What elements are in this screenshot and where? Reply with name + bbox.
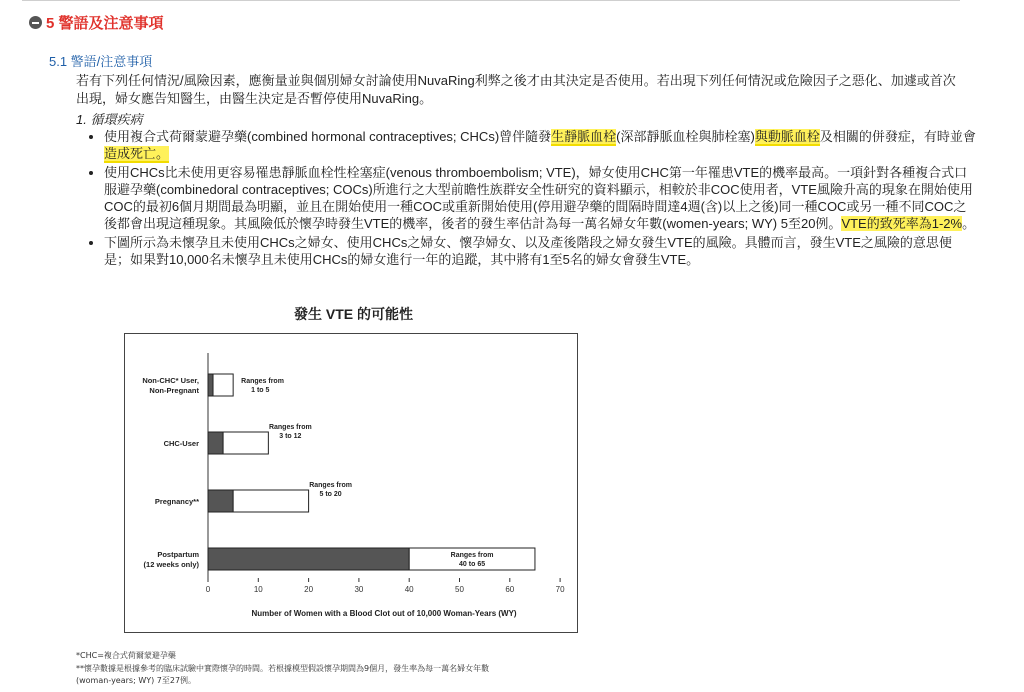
collapse-icon[interactable] [29,16,42,29]
highlight: 與動脈血栓 [754,129,820,144]
chart-title: 發生 VTE 的可能性 [294,306,414,322]
highlight: 生靜脈血栓 [551,129,617,144]
category-label: Pregnancy** [154,497,199,506]
x-tick-label: 10 [253,585,263,594]
text-run: 及相關的併發症，有時並會 [819,129,976,144]
bullet-list [88,128,976,270]
range-label: Ranges from [268,424,312,431]
top-divider [22,0,960,1]
section-header[interactable] [29,12,164,33]
x-tick-label: 60 [505,585,515,594]
x-tick-label: 50 [455,585,464,594]
range-label: 5 to 20 [319,491,342,498]
text-run: 使用複合式荷爾蒙避孕藥(combined hormonal contraceptives; CHCs)曾伴隨發 [104,129,552,144]
bar-range [213,374,233,396]
x-tick-label: 70 [555,585,565,594]
range-label: Ranges from [450,552,494,559]
list-item [104,164,976,232]
vte-chart [124,333,579,635]
x-tick-label: 0 [205,585,211,594]
category-label: (12 weeks only) [143,560,199,569]
range-label: Ranges from [241,378,284,385]
x-tick-label: 30 [354,585,364,594]
text-run: (深部靜脈血栓與肺栓塞) [616,129,755,144]
footnote-2: **懷孕數據是根據參考的臨床試驗中實際懷孕的時間。若根據模型假設懷孕期間為9個月，發生率為每一萬名婦女年數 [76,664,490,673]
list-item: • 下圖所示為未懷孕且未使用CHCs之婦女、使用CHCs之婦女、懷孕婦女、以及產後階段之婦女發生VTE的風險。具體而言，發生VTE之風險的意思便是；如果對10,000名未懷孕且未使用CHCs的婦女進行一年的追蹤，其中將有1至5名的婦女會發生VTE。 [104,234,976,268]
list-item [104,128,976,162]
intro-paragraph: 若有下列任何情況/風險因素，應衡量並與個別婦女討論使用NuvaRing利弊之後才由其決定是否使用。若出現下列任何情況或危險因子之惡化、加遽或首次出現，婦女應告知醫生，由醫生決定是否暫停使用NuvaRing。 [76,73,956,106]
footnote-3: (woman-years; WY) 7至27例。 [76,676,197,685]
range-label: 40 to 65 [459,561,486,568]
bar-baseline [208,548,409,570]
disease-heading: 1. 循環疾病 [76,112,143,127]
footnote-1: *CHC=複合式荷爾蒙避孕藥 [76,651,176,660]
x-tick-label: 40 [404,585,414,594]
range-label: Ranges from [309,482,352,489]
subsection-title: 5.1 警語/注意事項 [49,54,153,69]
range-label: 3 to 12 [279,433,302,440]
category-label: Non-Pregnant [149,386,199,395]
category-label: Postpartum [157,550,199,559]
bar-baseline [208,432,223,454]
x-tick-label: 20 [304,585,314,594]
range-label: 1 to 5 [251,387,270,394]
category-label: Non-CHC* User, [142,376,199,385]
category-label: CHC-User [163,439,199,448]
bar-range [233,490,308,512]
text-run: 。 [962,216,976,231]
highlight: 造成死亡。 [104,146,170,161]
text-run: 使用CHCs比未使用更容易罹患靜脈血栓性栓塞症(venous thromboembolism; VTE)，婦女使用CHC第一年罹患VTE的機率最高。一項針對各種複合式口服避孕藥(combinedoral contraceptives; COCs)所進行之大型前瞻性族群安全性研究的資料顯示，相較於非COC使用者，VTE風險升高的現象在開始使用COC的最初6個月期間最為明顯，並且在開始使用一種COC或重新開始使用(停用避孕藥的間隔時間達4週(含)以上之後)同一種COC或另一種不同COC之後都會出現這種現象。其風險低於懷孕時發生VTE的機率，後者的發生率估計為每一萬名婦女年數(women-years; WY) 5至20例。 [104,165,973,231]
bar-baseline [208,490,233,512]
highlight: VTE的致死率為1-2% [841,216,963,231]
x-axis-label: Number of Women with a Blood Clot out of 10,000 Woman-Years (WY) [251,609,517,618]
bar-range [223,432,268,454]
bar-baseline [208,374,213,396]
section-title: 5 警語及注意事項 [46,15,164,32]
